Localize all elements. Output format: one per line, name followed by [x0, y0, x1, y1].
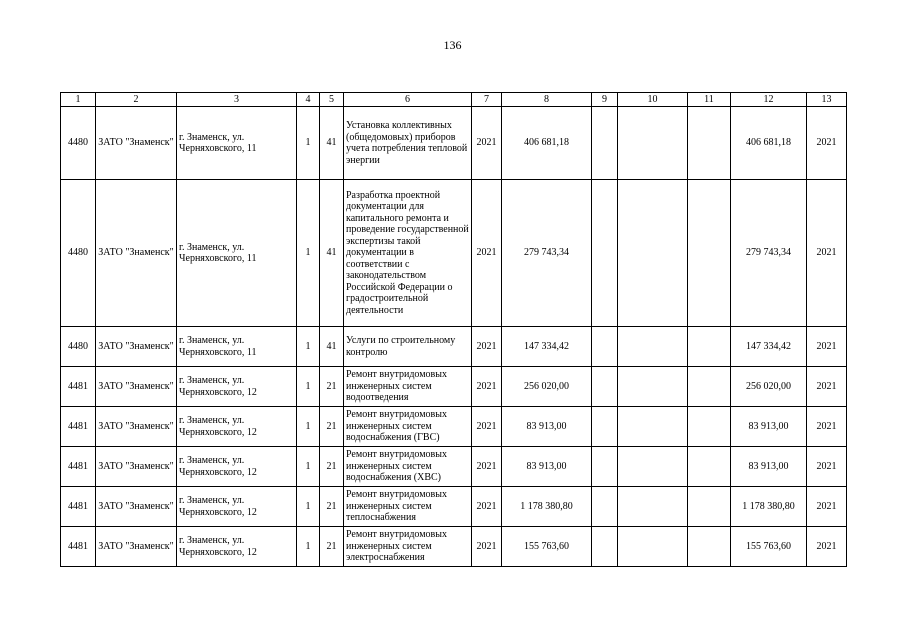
- column-header-12: 12: [731, 93, 807, 107]
- cell-col11: [688, 487, 731, 527]
- cell-house-id: 4480: [61, 327, 96, 367]
- cell-col5: 21: [320, 407, 344, 447]
- table-row: [61, 487, 847, 527]
- cell-work-type: Услуги по строительному контролю: [344, 327, 472, 367]
- cell-year: 2021: [472, 447, 502, 487]
- cell-address: г. Знаменск, ул. Черняховского, 12: [177, 527, 297, 567]
- cell-col9: [592, 527, 618, 567]
- column-header-13: 13: [807, 93, 847, 107]
- cell-col9: [592, 447, 618, 487]
- cell-col5: 21: [320, 487, 344, 527]
- cell-house-id: 4481: [61, 527, 96, 567]
- cell-municipality: ЗАТО "Знаменск": [96, 180, 177, 327]
- cell-work-type: Ремонт внутридомовых инженерных систем теплоснабжения: [344, 487, 472, 527]
- cell-amount: 256 020,00: [502, 367, 592, 407]
- table-row: [61, 367, 847, 407]
- cell-end-year: 2021: [807, 367, 847, 407]
- cell-work-type: Разработка проектной документации для капитального ремонта и проведение государственной экспертизы такой документации в соответствии с законодательством Российской Федерации о градостроительной деятельности: [344, 180, 472, 327]
- cell-col4: 1: [297, 527, 320, 567]
- cell-col5: 41: [320, 180, 344, 327]
- cell-col11: [688, 180, 731, 327]
- cell-amount: 279 743,34: [502, 180, 592, 327]
- cell-col10: [618, 487, 688, 527]
- cell-house-id: 4481: [61, 407, 96, 447]
- cell-col11: [688, 107, 731, 180]
- cell-col11: [688, 367, 731, 407]
- cell-work-type: Ремонт внутридомовых инженерных систем водоснабжения (ХВС): [344, 447, 472, 487]
- cell-col10: [618, 447, 688, 487]
- cell-amount: 155 763,60: [502, 527, 592, 567]
- cell-address: г. Знаменск, ул. Черняховского, 11: [177, 327, 297, 367]
- cell-address: г. Знаменск, ул. Черняховского, 12: [177, 407, 297, 447]
- table-row: [61, 180, 847, 327]
- cell-address: г. Знаменск, ул. Черняховского, 11: [177, 180, 297, 327]
- cell-amount: 1 178 380,80: [502, 487, 592, 527]
- cell-year: 2021: [472, 487, 502, 527]
- cell-municipality: ЗАТО "Знаменск": [96, 107, 177, 180]
- column-header-3: 3: [177, 93, 297, 107]
- cell-amount: 83 913,00: [502, 447, 592, 487]
- cell-municipality: ЗАТО "Знаменск": [96, 407, 177, 447]
- cell-end-year: 2021: [807, 407, 847, 447]
- cell-col11: [688, 527, 731, 567]
- cell-municipality: ЗАТО "Знаменск": [96, 527, 177, 567]
- cell-col5: 41: [320, 327, 344, 367]
- cell-total: 83 913,00: [731, 447, 807, 487]
- cell-col9: [592, 487, 618, 527]
- cell-total: 1 178 380,80: [731, 487, 807, 527]
- cell-col4: 1: [297, 367, 320, 407]
- cell-col9: [592, 407, 618, 447]
- cell-col11: [688, 407, 731, 447]
- cell-house-id: 4480: [61, 107, 96, 180]
- cell-amount: 406 681,18: [502, 107, 592, 180]
- table-row: [61, 107, 847, 180]
- cell-address: г. Знаменск, ул. Черняховского, 12: [177, 447, 297, 487]
- cell-house-id: 4480: [61, 180, 96, 327]
- cell-col10: [618, 367, 688, 407]
- cell-end-year: 2021: [807, 107, 847, 180]
- cell-col9: [592, 107, 618, 180]
- cell-municipality: ЗАТО "Знаменск": [96, 487, 177, 527]
- table-header-row: [61, 93, 847, 107]
- cell-col10: [618, 327, 688, 367]
- cell-col5: 41: [320, 107, 344, 180]
- column-header-7: 7: [472, 93, 502, 107]
- cell-col11: [688, 447, 731, 487]
- cell-end-year: 2021: [807, 327, 847, 367]
- cell-end-year: 2021: [807, 447, 847, 487]
- table-row: [61, 527, 847, 567]
- cell-col9: [592, 327, 618, 367]
- table-row: [61, 327, 847, 367]
- cell-col9: [592, 180, 618, 327]
- cell-municipality: ЗАТО "Знаменск": [96, 327, 177, 367]
- cell-house-id: 4481: [61, 487, 96, 527]
- cell-year: 2021: [472, 527, 502, 567]
- cell-col5: 21: [320, 527, 344, 567]
- cell-year: 2021: [472, 407, 502, 447]
- cell-col4: 1: [297, 447, 320, 487]
- cell-work-type: Установка коллективных (общедомовых) приборов учета потребления тепловой энергии: [344, 107, 472, 180]
- cell-municipality: ЗАТО "Знаменск": [96, 447, 177, 487]
- column-header-2: 2: [96, 93, 177, 107]
- cell-total: 279 743,34: [731, 180, 807, 327]
- cell-col10: [618, 107, 688, 180]
- cell-year: 2021: [472, 367, 502, 407]
- cell-house-id: 4481: [61, 367, 96, 407]
- column-header-8: 8: [502, 93, 592, 107]
- cell-end-year: 2021: [807, 180, 847, 327]
- cell-work-type: Ремонт внутридомовых инженерных систем водоснабжения (ГВС): [344, 407, 472, 447]
- column-header-1: 1: [61, 93, 96, 107]
- cell-col5: 21: [320, 447, 344, 487]
- cell-col4: 1: [297, 487, 320, 527]
- table-row: [61, 447, 847, 487]
- cell-year: 2021: [472, 180, 502, 327]
- column-header-9: 9: [592, 93, 618, 107]
- cell-col10: [618, 180, 688, 327]
- cell-total: 155 763,60: [731, 527, 807, 567]
- cell-year: 2021: [472, 327, 502, 367]
- page-number: 136: [443, 38, 462, 52]
- cell-col4: 1: [297, 407, 320, 447]
- cell-end-year: 2021: [807, 487, 847, 527]
- table-row: [61, 407, 847, 447]
- cell-end-year: 2021: [807, 527, 847, 567]
- cell-address: г. Знаменск, ул. Черняховского, 11: [177, 107, 297, 180]
- table-body: [61, 107, 847, 567]
- cell-col5: 21: [320, 367, 344, 407]
- cell-col4: 1: [297, 107, 320, 180]
- cell-total: 83 913,00: [731, 407, 807, 447]
- cell-col10: [618, 407, 688, 447]
- cell-house-id: 4481: [61, 447, 96, 487]
- cell-col11: [688, 327, 731, 367]
- cell-total: 406 681,18: [731, 107, 807, 180]
- cell-amount: 83 913,00: [502, 407, 592, 447]
- cell-total: 256 020,00: [731, 367, 807, 407]
- column-header-10: 10: [618, 93, 688, 107]
- cell-year: 2021: [472, 107, 502, 180]
- cell-col4: 1: [297, 180, 320, 327]
- cell-col9: [592, 367, 618, 407]
- column-header-11: 11: [688, 93, 731, 107]
- capital-repair-table: [60, 92, 847, 567]
- cell-col10: [618, 527, 688, 567]
- column-header-6: 6: [344, 93, 472, 107]
- column-header-4: 4: [297, 93, 320, 107]
- cell-address: г. Знаменск, ул. Черняховского, 12: [177, 367, 297, 407]
- cell-amount: 147 334,42: [502, 327, 592, 367]
- cell-work-type: Ремонт внутридомовых инженерных систем водоотведения: [344, 367, 472, 407]
- cell-work-type: Ремонт внутридомовых инженерных систем электроснабжения: [344, 527, 472, 567]
- cell-municipality: ЗАТО "Знаменск": [96, 367, 177, 407]
- cell-col4: 1: [297, 327, 320, 367]
- column-header-5: 5: [320, 93, 344, 107]
- cell-total: 147 334,42: [731, 327, 807, 367]
- cell-address: г. Знаменск, ул. Черняховского, 12: [177, 487, 297, 527]
